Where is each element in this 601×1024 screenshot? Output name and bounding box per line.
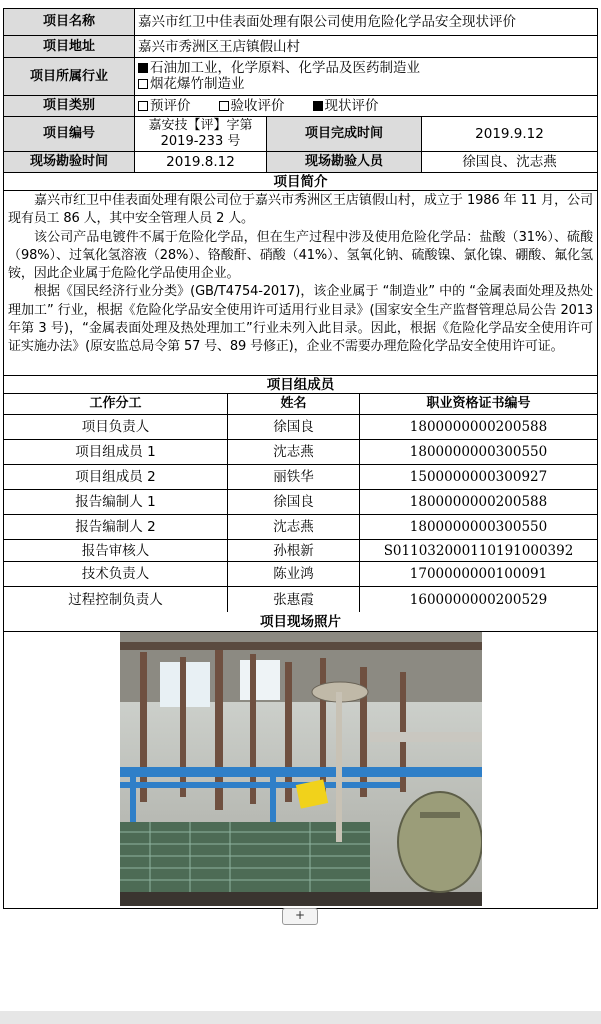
row-project-type [4,96,597,117]
team-cert: S011032000110191000392 [383,542,574,559]
project-code-value: 嘉安技【评】字第 2019-233 号 [135,117,267,151]
row-project-name [4,9,597,36]
team-role: 项目组成员 2 [4,465,228,489]
finish-time-value: 2019.9.12 [475,126,544,142]
team-role: 报告编制人 2 [4,515,228,539]
team-name: 丽铁华 [228,465,360,489]
team-name: 徐国良 [228,415,360,439]
row-code [4,117,597,152]
assessment-sheet [3,8,598,909]
team-header-row [4,394,597,415]
survey-time-value: 2019.8.12 [135,152,267,172]
team-role: 过程控制负责人 [4,587,228,612]
project-name-value: 嘉兴市红卫中佳表面处理有限公司使用危险化学品安全现状评价 [138,14,516,30]
row-photo-title [4,612,597,632]
row-team-title [4,376,597,394]
project-name-label: 项目名称 [4,9,135,35]
team-col-cert: 职业资格证书编号 [360,394,597,414]
type-option-current: 现状评价 [313,98,379,114]
team-rows [4,415,597,612]
project-address-label: 项目地址 [4,36,135,57]
checkbox-checked-icon [313,101,323,111]
checkbox-checked-icon [138,63,148,73]
finish-time-label: 项目完成时间 [267,117,422,151]
team-name: 陈业鸿 [228,562,360,586]
team-row [4,490,597,515]
team-name: 沈志燕 [228,515,360,539]
industry-options [135,58,597,95]
industry-option-2: 烟花爆竹制造业 [138,76,594,92]
intro-body [4,191,597,375]
project-code-label: 项目编号 [4,117,135,151]
intro-title: 项目简介 [273,173,328,190]
team-name: 张惠霞 [228,587,360,612]
team-role: 技术负责人 [4,562,228,586]
industry-label: 项目所属行业 [4,58,135,95]
team-row [4,562,597,587]
team-row [4,540,597,562]
add-button[interactable]: + [282,908,318,925]
checkbox-unchecked-icon [138,79,148,89]
row-project-address [4,36,597,58]
team-name: 沈志燕 [228,440,360,464]
industry-option-1: 石油加工业，化学原料、化学品及医药制造业 [138,60,594,76]
team-cert: 1800000000200588 [409,494,548,510]
row-intro-body [4,191,597,376]
team-row [4,515,597,540]
team-title: 项目组成员 [266,376,335,393]
photo-title: 项目现场照片 [260,613,341,630]
project-type-options [135,96,597,116]
intro-paragraph: 嘉兴市红卫中佳表面处理有限公司位于嘉兴市秀洲区王店镇假山村，成立于 1986 年 11 月，公司现有员工 86 人，其中安全管理人员 2 人。 [8,193,593,227]
team-name: 孙根新 [228,540,360,561]
team-cert: 1500000000300927 [409,469,548,485]
team-role: 报告审核人 [4,540,228,561]
checkbox-unchecked-icon [138,101,148,111]
row-photo [4,632,597,908]
team-role: 报告编制人 1 [4,490,228,514]
row-industry [4,58,597,96]
team-role: 项目组成员 1 [4,440,228,464]
team-name: 徐国良 [228,490,360,514]
row-survey [4,152,597,173]
type-option-acceptance: 验收评价 [219,98,285,114]
project-type-label: 项目类别 [4,96,135,116]
survey-staff-value: 徐国良、沈志燕 [462,154,557,170]
intro-paragraph: 根据《国民经济行业分类》(GB/T4754-2017)，该企业属于 “制造业” 中的 “金属表面处理及热处理加工” 行业，根据《危险化学品安全使用许可适用行业目录》(国家安全生产监督管理总局公告 2013 年第 3 号)，“金属表面处理及热处理加工”行业未列入此目录。因此，根据《危险化学品安全使用许可证实施办法》(原安监总局令第 57 号、89 号修正)，企业不需要办理危险化学品安全使用许可证。 [8,284,593,355]
team-row [4,415,597,440]
survey-time-label: 现场勘验时间 [4,152,135,172]
team-row [4,587,597,612]
survey-staff-label: 现场勘验人员 [267,152,422,172]
team-row [4,440,597,465]
row-intro-title [4,173,597,191]
intro-paragraph: 该公司产品电镀件不属于危险化学品，但在生产过程中涉及使用危险化学品：盐酸（31%）、硫酸（98%）、过氧化氢溶液（28%）、铬酸酐、硝酸（41%）、氢氧化钠、硫酸镍、氯化镍、硼酸、氟化氢铵，因此企业属于危险化学品使用企业。 [8,229,593,282]
photo-cell [4,632,597,906]
team-cert: 1800000000300550 [409,519,548,535]
team-col-name: 姓名 [228,394,360,414]
checkbox-unchecked-icon [219,101,229,111]
team-cert: 1800000000200588 [409,419,548,435]
team-col-role: 工作分工 [4,394,228,414]
team-cert: 1800000000300550 [409,444,548,460]
team-cert: 1700000000100091 [409,566,548,582]
team-cert: 1600000000200529 [409,591,548,608]
team-role: 项目负责人 [4,415,228,439]
team-row [4,465,597,490]
project-address-value: 嘉兴市秀洲区王店镇假山村 [138,38,300,55]
type-option-pre: 预评价 [138,98,191,114]
bottom-scrollbar[interactable] [0,1011,601,1024]
site-photo [120,632,482,906]
